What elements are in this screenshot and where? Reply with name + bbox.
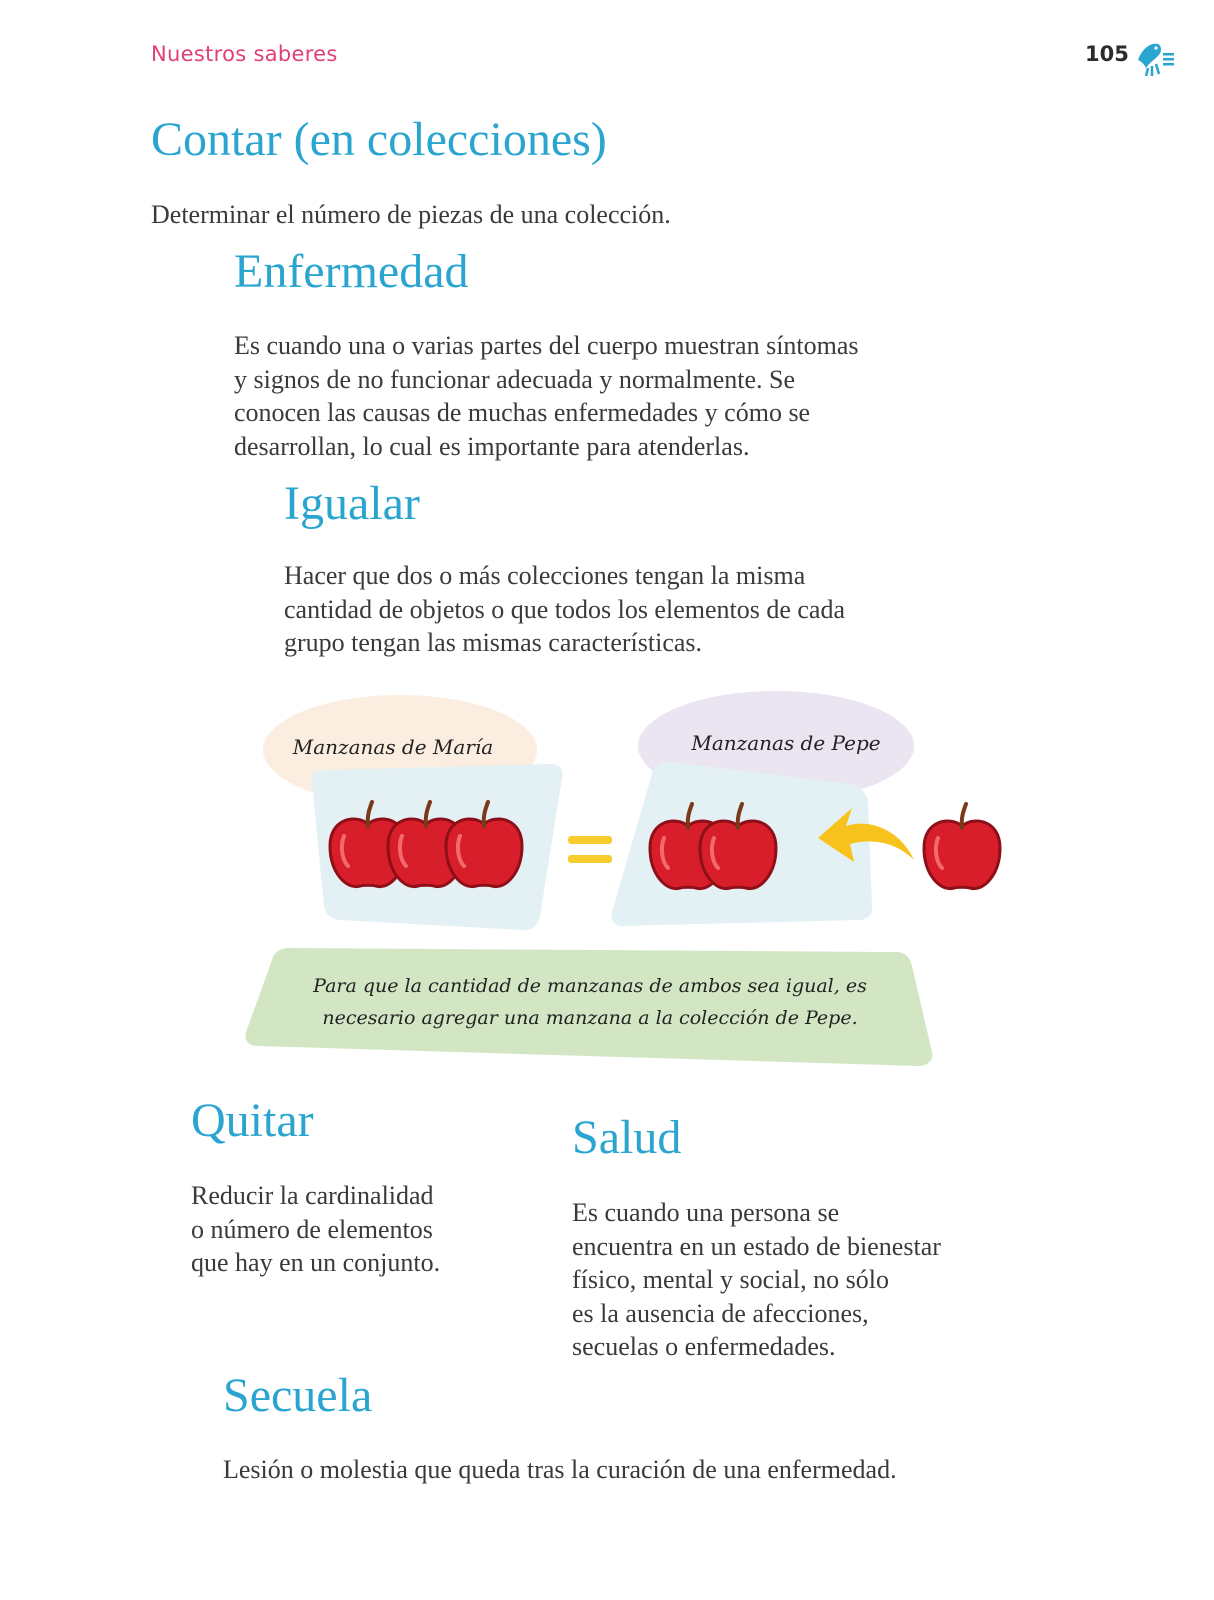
definition-line: conocen las causas de muchas enfermedades y cómo se [234, 398, 811, 427]
extra-apple-group [924, 804, 1000, 889]
definition-line: desarrollan, lo cual es importante para atenderlas. [234, 431, 750, 461]
running-title: Nuestros saberes [151, 42, 338, 66]
term-salud: Salud [572, 1111, 682, 1164]
bird-logo-icon [1132, 38, 1176, 78]
term-secuela: Secuela [223, 1369, 373, 1422]
definition-quitar [191, 1179, 440, 1280]
page-number: 105 [1085, 42, 1129, 66]
definition-line: es la ausencia de afecciones, [572, 1298, 869, 1328]
caption-line: necesario agregar una manzana a la colección de Pepe. [322, 1007, 858, 1029]
apple-icon [924, 804, 1000, 889]
term-contar: Contar (en colecciones) [151, 113, 607, 166]
definition-line: que hay en un conjunto. [191, 1248, 441, 1277]
definition-salud [572, 1196, 941, 1364]
equals-sign [568, 836, 612, 863]
definition-line: Hacer que dos o más colecciones tengan la misma [284, 561, 806, 590]
definition-secuela: Lesión o molestia que queda tras la curación de una enfermedad. [223, 1455, 897, 1484]
definition-line: o número de elementos [191, 1214, 433, 1244]
term-igualar: Igualar [284, 477, 420, 530]
left-bubble-label: Manzanas de María [292, 735, 494, 759]
caption-line: Para que la cantidad de manzanas de ambos sea igual, es [313, 975, 867, 997]
definition-enfermedad [234, 329, 859, 463]
definition-line: cantidad de objetos o que todos los elementos de cada [284, 594, 846, 624]
term-enfermedad: Enfermedad [234, 245, 469, 298]
definition-igualar [284, 559, 845, 660]
definition-line: secuelas o enfermedades. [572, 1332, 836, 1361]
definition-contar: Determinar el número de piezas de una colección. [151, 200, 671, 229]
definition-line: grupo tengan las mismas características. [284, 628, 703, 657]
definition-line: Reducir la cardinalidad [191, 1181, 434, 1210]
definition-line: Es cuando una persona se [572, 1198, 840, 1227]
apples-illustration [0, 690, 1214, 1080]
term-quitar: Quitar [191, 1094, 314, 1147]
definition-line: Es cuando una o varias partes del cuerpo muestran síntomas [234, 331, 859, 360]
definition-line: y signos de no funcionar adecuada y normalmente. Se [234, 364, 795, 394]
definition-line: encuentra en un estado de bienestar [572, 1231, 941, 1261]
right-bubble-label: Manzanas de Pepe [691, 731, 881, 755]
definition-line: físico, mental y social, no sólo [572, 1265, 890, 1294]
